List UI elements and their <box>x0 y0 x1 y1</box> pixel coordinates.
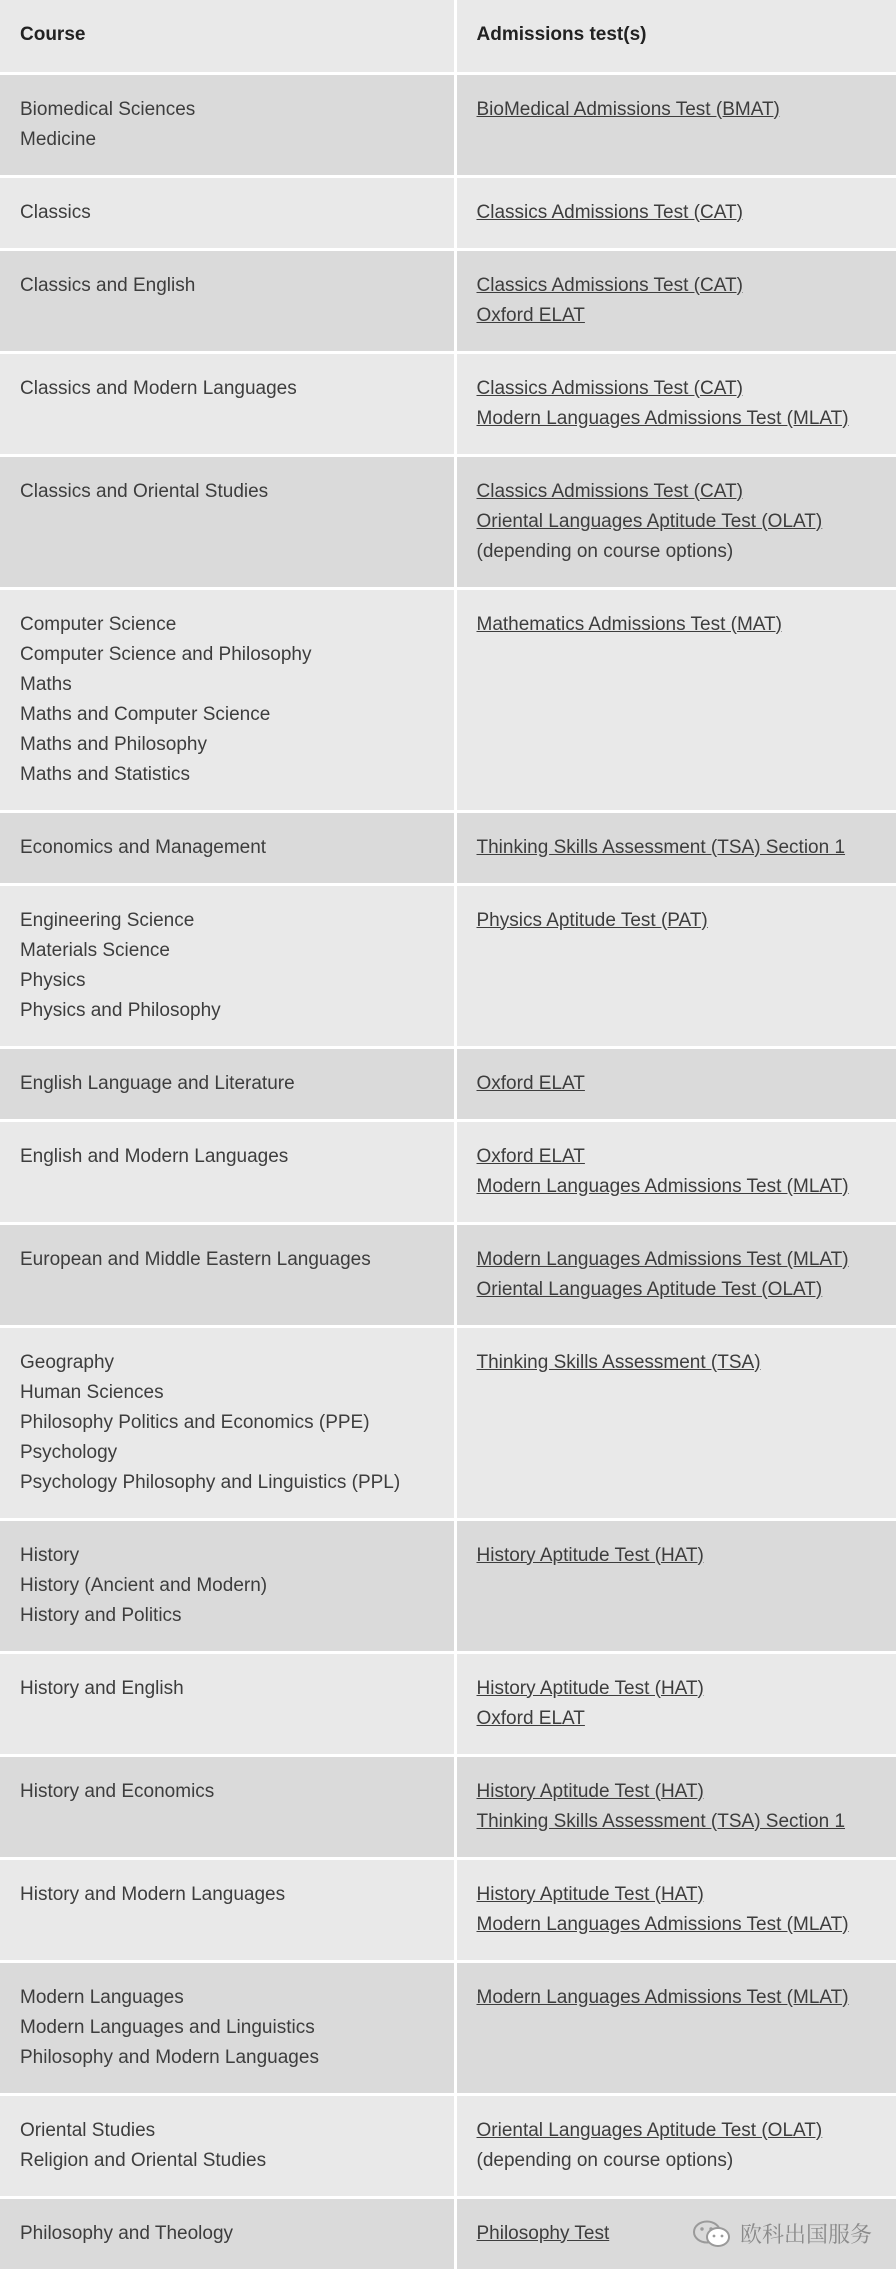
tests-cell <box>455 1120 896 1223</box>
course-cell <box>0 176 455 249</box>
course-cell <box>0 2094 455 2197</box>
course-name: Medicine <box>20 128 97 150</box>
test-link[interactable]: Thinking Skills Assessment (TSA) Section 1 <box>476 1810 846 1832</box>
table-row <box>0 1223 896 1326</box>
table-row <box>0 176 896 249</box>
table-row <box>0 1047 896 1120</box>
test-link[interactable]: Physics Aptitude Test (PAT) <box>476 909 708 931</box>
course-name: Computer Science and Philosophy <box>20 643 312 665</box>
course-name: History and Economics <box>20 1780 215 1802</box>
course-cell <box>0 1755 455 1858</box>
course-name: Philosophy and Theology <box>20 2222 234 2244</box>
test-link[interactable]: Modern Languages Admissions Test (MLAT) <box>476 1248 849 1270</box>
table-row <box>0 1755 896 1858</box>
test-link[interactable]: History Aptitude Test (HAT) <box>476 1544 704 1566</box>
course-name: Physics <box>20 969 86 991</box>
course-cell <box>0 1326 455 1519</box>
tests-cell <box>455 1755 896 1858</box>
tests-cell <box>455 249 896 352</box>
course-cell <box>0 352 455 455</box>
test-link[interactable]: Classics Admissions Test (CAT) <box>476 274 743 296</box>
course-name: Classics and English <box>20 274 196 296</box>
test-link[interactable]: Oriental Languages Aptitude Test (OLAT) <box>476 510 823 532</box>
course-cell <box>0 73 455 176</box>
course-name: History and English <box>20 1677 184 1699</box>
course-cell <box>0 1652 455 1755</box>
course-name: Human Sciences <box>20 1381 164 1403</box>
table-row <box>0 1326 896 1519</box>
course-name: English Language and Literature <box>20 1072 295 1094</box>
table-row <box>0 73 896 176</box>
test-link[interactable]: History Aptitude Test (HAT) <box>476 1780 704 1802</box>
table-row <box>0 1961 896 2094</box>
test-link[interactable]: Classics Admissions Test (CAT) <box>476 377 743 399</box>
test-link[interactable]: Thinking Skills Assessment (TSA) Section 1 <box>476 836 846 858</box>
tests-cell <box>455 1223 896 1326</box>
course-name: Classics and Oriental Studies <box>20 480 269 502</box>
course-name: Religion and Oriental Studies <box>20 2149 267 2171</box>
course-name: Modern Languages and Linguistics <box>20 2016 315 2038</box>
course-name: Computer Science <box>20 613 177 635</box>
test-note: (depending on course options) <box>476 540 734 562</box>
test-note: (depending on course options) <box>476 2149 734 2171</box>
table-row <box>0 455 896 588</box>
tests-cell <box>455 1961 896 2094</box>
tests-cell <box>455 2094 896 2197</box>
header-course: Course <box>0 0 455 73</box>
table-row <box>0 249 896 352</box>
course-name: History and Politics <box>20 1604 182 1626</box>
tests-cell <box>455 1519 896 1652</box>
table-header-row <box>0 0 896 73</box>
test-link[interactable]: Modern Languages Admissions Test (MLAT) <box>476 1913 849 1935</box>
tests-cell <box>455 455 896 588</box>
course-cell <box>0 2197 455 2270</box>
test-link[interactable]: Oxford ELAT <box>476 304 585 326</box>
course-cell <box>0 249 455 352</box>
test-link[interactable]: Thinking Skills Assessment (TSA) <box>476 1351 761 1373</box>
test-link[interactable]: History Aptitude Test (HAT) <box>476 1883 704 1905</box>
course-name: Economics and Management <box>20 836 267 858</box>
course-name: Physics and Philosophy <box>20 999 221 1021</box>
table-row <box>0 1858 896 1961</box>
course-name: Psychology <box>20 1441 118 1463</box>
course-name: English and Modern Languages <box>20 1145 289 1167</box>
test-link[interactable]: Modern Languages Admissions Test (MLAT) <box>476 407 849 429</box>
test-link[interactable]: BioMedical Admissions Test (BMAT) <box>476 98 780 120</box>
tests-cell <box>455 1047 896 1120</box>
tests-cell <box>455 73 896 176</box>
course-cell <box>0 1120 455 1223</box>
test-link[interactable]: Oriental Languages Aptitude Test (OLAT) <box>476 1278 823 1300</box>
watermark-text: 欧科出国服务 <box>739 2223 872 2248</box>
watermark <box>692 2218 872 2249</box>
table-body <box>0 73 896 2270</box>
test-link[interactable]: Oxford ELAT <box>476 1072 585 1094</box>
course-name: Biomedical Sciences <box>20 98 196 120</box>
table-row <box>0 1120 896 1223</box>
test-link[interactable]: Mathematics Admissions Test (MAT) <box>476 613 782 635</box>
test-link[interactable]: Philosophy Test <box>476 2222 610 2244</box>
tests-cell <box>455 176 896 249</box>
header-tests: Admissions test(s) <box>455 0 896 73</box>
course-cell <box>0 1961 455 2094</box>
course-cell <box>0 1223 455 1326</box>
table-row <box>0 2094 896 2197</box>
test-link[interactable]: Classics Admissions Test (CAT) <box>476 201 743 223</box>
course-name: Maths and Computer Science <box>20 703 271 725</box>
course-name: Classics and Modern Languages <box>20 377 297 399</box>
course-cell <box>0 1519 455 1652</box>
course-name: Maths <box>20 673 72 695</box>
test-link[interactable]: Classics Admissions Test (CAT) <box>476 480 743 502</box>
tests-cell <box>455 811 896 884</box>
course-name: History (Ancient and Modern) <box>20 1574 268 1596</box>
table-row <box>0 588 896 811</box>
wechat-icon <box>692 2219 732 2249</box>
tests-cell <box>455 352 896 455</box>
course-name: Maths and Philosophy <box>20 733 207 755</box>
tests-cell <box>455 1858 896 1961</box>
course-cell <box>0 811 455 884</box>
course-name: Geography <box>20 1351 115 1373</box>
course-cell <box>0 455 455 588</box>
course-name: Engineering Science <box>20 909 195 931</box>
tests-cell <box>455 1326 896 1519</box>
course-name: Modern Languages <box>20 1986 184 2008</box>
course-name: Maths and Statistics <box>20 763 191 785</box>
course-name: Oriental Studies <box>20 2119 156 2141</box>
course-name: Psychology Philosophy and Linguistics (PPL) <box>20 1471 401 1493</box>
tests-cell <box>455 884 896 1047</box>
course-cell <box>0 884 455 1047</box>
course-name: History and Modern Languages <box>20 1883 286 1905</box>
tests-cell <box>455 588 896 811</box>
course-name: Philosophy Politics and Economics (PPE) <box>20 1411 370 1433</box>
test-link[interactable]: Oxford ELAT <box>476 1707 585 1729</box>
course-cell <box>0 1858 455 1961</box>
test-link[interactable]: Modern Languages Admissions Test (MLAT) <box>476 1986 849 2008</box>
table-row <box>0 811 896 884</box>
test-link[interactable]: Oriental Languages Aptitude Test (OLAT) <box>476 2119 823 2141</box>
test-link[interactable]: Modern Languages Admissions Test (MLAT) <box>476 1175 849 1197</box>
course-cell <box>0 588 455 811</box>
table-row <box>0 1519 896 1652</box>
course-name: History <box>20 1544 80 1566</box>
tests-cell <box>455 1652 896 1755</box>
table-row <box>0 884 896 1047</box>
test-link[interactable]: History Aptitude Test (HAT) <box>476 1677 704 1699</box>
course-name: Materials Science <box>20 939 170 961</box>
test-link[interactable]: Oxford ELAT <box>476 1145 585 1167</box>
table-row <box>0 1652 896 1755</box>
table-row <box>0 352 896 455</box>
course-name: Philosophy and Modern Languages <box>20 2046 319 2068</box>
course-cell <box>0 1047 455 1120</box>
course-name: Classics <box>20 201 91 223</box>
course-name: European and Middle Eastern Languages <box>20 1248 371 1270</box>
